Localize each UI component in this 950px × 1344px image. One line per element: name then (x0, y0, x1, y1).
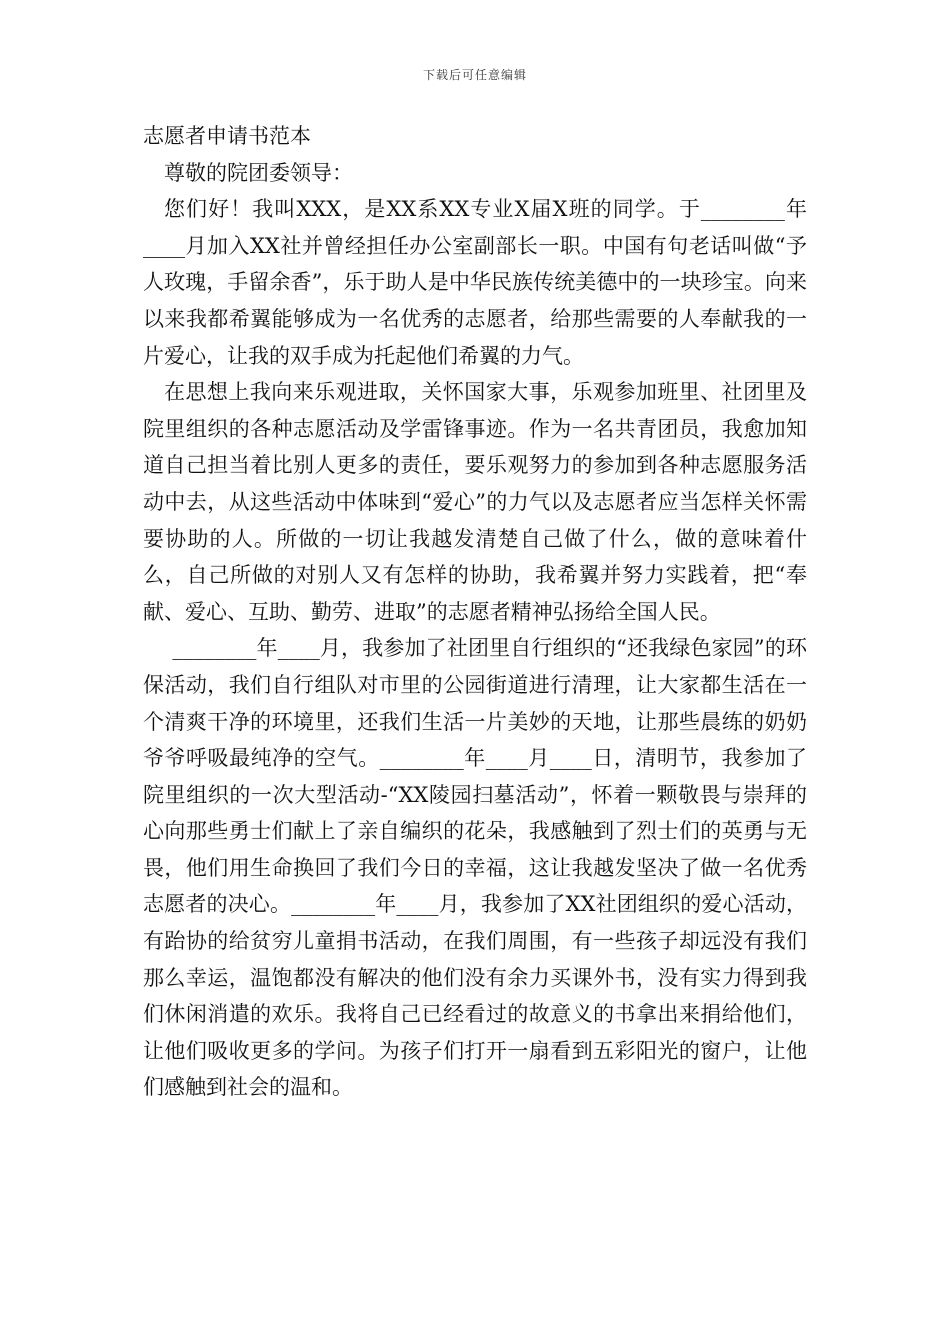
document-body (143, 118, 807, 1106)
document-title: 志愿者申请书范本 (143, 124, 311, 148)
paragraph-activities: ________年____月，我参加了社团里自行组织的“还我绿色家园”的环保活动，我们自行组队对市里的公园街道进行清理，让大家都生活在一个清爽干净的环境里，还我们生活一片美妙的天地，让那些晨练的奶奶爷爷呼吸最纯净的空气。________年____月____日，清明节，我参加了院里组织的一次大型活动-“XX陵园扫墓活动”，怀着一颗敬畏与崇拜的心向那些勇士们献上了亲自编织的花朵，我感触到了烈士们的英勇与无畏，他们用生命换回了我们今日的幸福，这让我越发坚决了做一名优秀志愿者的决心。________年____月，我参加了XX社团组织的爱心活动，有跆协的给贫穷儿童捐书活动，在我们周围，有一些孩子却远没有我们那么幸运，温饱都没有解决的他们没有余力买课外书，没有实力得到我们休闲消遣的欢乐。我将自己已经看过的故意义的书拿出来捐给他们，让他们吸收更多的学问。为孩子们打开一扇看到五彩阳光的窗户，让他们感触到社会的温和。 (143, 636, 807, 1100)
salutation: 尊敬的院团委领导： (164, 160, 353, 185)
page-header-note: 下载后可任意编辑 (422, 68, 527, 82)
paragraph-intro: 您们好！我叫XXX，是XX系XX专业X届X班的同学。于________年____月加入XX社并曾经担任办公室副部长一职。中国有句老话叫做“予人玫瑰，手留余香”，乐于助人是中华民族传统美德中的一块珍宝。向来以来我都希翼能够成为一名优秀的志愿者，给那些需要的人奉献我的一片爱心，让我的双手成为托起他们希翼的力气。 (143, 197, 807, 368)
paragraph-thoughts: 在思想上我向来乐观进取，关怀国家大事，乐观参加班里、社团里及院里组织的各种志愿活动及学雷锋事迹。作为一名共青团员，我愈加知道自己担当着比别人更多的责任，要乐观努力的参加到各种志愿服务活动中去，从这些活动中体味到“爱心”的力气以及志愿者应当怎样关怀需要协助的人。所做的一切让我越发清楚自己做了什么，做的意味着什么，自己所做的对别人又有怎样的协助，我希翼并努力实践着，把“奉献、爱心、互助、勤劳、进取”的志愿者精神弘扬给全国人民。 (143, 380, 807, 624)
